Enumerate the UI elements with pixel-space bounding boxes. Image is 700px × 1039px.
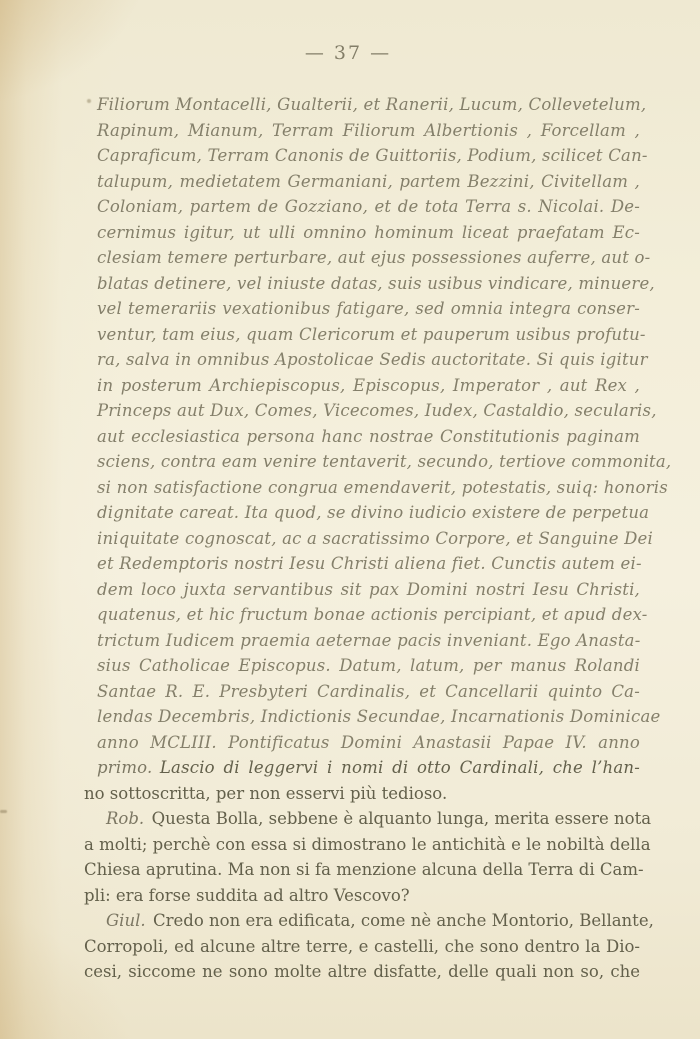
latin-bull-text [84,92,672,806]
page-number: — 37 — [304,42,392,64]
text-line: a molti; perchè con essa si dimostrano le antichità e le nobiltà della [84,834,651,854]
text-line: vel temerariis vexationibus fatigare, sed omnia integra conser- [97,299,640,318]
text-line: lendas Decembris, Indictionis Secundae, Incarnationis Dominicae [97,707,661,726]
text-line: Chiesa aprutina. Ma non si fa menzione alcuna della Terra di Cam- [84,860,644,879]
text-line: Santae R. E. Presbyteri Cardinalis, et Cancellarii quinto Ca- [97,681,640,701]
rob-paragraph [84,806,652,908]
text-line-mixed [84,755,640,781]
text-line: iniquitate cognoscat, ac a sacratissimo Corpore, et Sanguine Dei [97,528,654,548]
text-line: anno MCLIII. Pontificatus Domini Anastasii Papae IV. anno [97,732,640,752]
text-line: aut ecclesiastica persona hanc nostrae Constitutionis paginam [97,426,640,446]
text-line: sius Catholicae Episcopus. Datum, latum, per manus Rolandi [97,656,640,675]
text-line-mixed [84,908,654,934]
text-line: dem loco juxta servantibus sit pax Domini nostri Iesu Christi, [97,579,640,599]
text-line: no sottoscritta, per non esservi più tedioso. [84,783,448,803]
text-line-mixed [84,806,652,832]
page-text [84,92,672,985]
text-line: ventur, tam eius, quam Clericorum et pauperum usibus profutu- [97,324,646,344]
text-line: pli: era forse suddita ad altro Vescovo? [84,885,410,905]
text-line: clesiam temere perturbare, aut ejus possessiones auferre, aut o- [97,248,651,267]
text-line: ra, salva in omnibus Apostolicae Sedis auctoritate. Si quis igitur [97,350,648,369]
text-line: Princeps aut Dux, Comes, Vicecomes, Iudex, Castaldio, secularis, [97,401,657,420]
text-line: et Redemptoris nostri Iesu Christi aliena fiet. Cunctis autem ei- [97,554,642,573]
roman-text: Questa Bolla, sebbene è alquanto lunga, merita essere nota [151,809,652,828]
text-line: dignitate careat. Ita quod, se divino iudicio existere de perpetua [97,503,650,522]
text-line: Corropoli, ed alcune altre terre, e castelli, che sono dentro la Dio- [84,936,640,956]
speaker-label: Giul. [106,911,146,930]
speaker-label: Rob. [106,809,145,828]
text-line: in posterum Archiepiscopus, Episcopus, Imperator , aut Rex , [97,375,640,395]
text-line: trictum Iudicem praemia aeternae pacis inveniant. Ego Anasta- [97,630,641,650]
text-line: talupum, medietatem Germaniani, partem Bezzini, Civitellam , [97,171,640,191]
roman-text: Credo non era edificata, come nè anche Montorio, Bellante, [153,911,654,930]
text-line: Capraficum, Terram Canonis de Guittoriis, Podium, scilicet Can- [97,146,648,165]
italic-word: primo. [97,758,153,777]
giul-paragraph [84,908,654,985]
text-line: blatas detinere, vel iniuste datas, suis usibus vindicare, minuere, [97,273,655,293]
text-line: si non satisfactione congrua emendaverit, potestatis, suiq: honoris [97,477,668,497]
roman-text: Lascio di leggervi i nomi di otto Cardinali, che l’han- [159,758,640,777]
text-line: Coloniam, partem de Gozziano, et de tota Terra s. Nicolai. De- [97,197,640,216]
scan-speck [0,810,7,813]
text-line: Filiorum Montacelli, Gualterii, et Ranerii, Lucum, Collevetelum, [97,95,647,114]
text-line: cernimus igitur, ut ulli omnino hominum liceat praefatam Ec- [97,222,640,242]
text-line: quatenus, et hic fructum bonae actionis percipiant, et apud dex- [97,605,648,624]
text-line: Rapinum, Mianum, Terram Filiorum Albertionis , Forcellam , [97,120,640,140]
text-line: sciens, contra eam venire tentaverit, secundo, tertiove commonita, [97,452,672,471]
text-line: cesi, siccome ne sono molte altre disfatte, delle quali non so, che [84,962,640,981]
